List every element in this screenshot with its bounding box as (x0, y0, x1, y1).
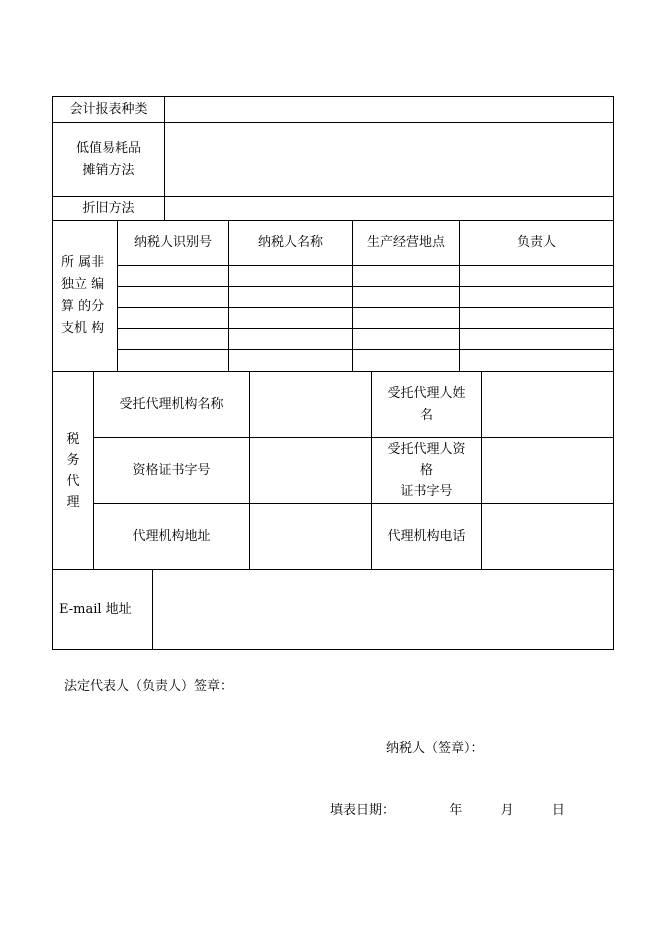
branches-label-line: 算 的分 (61, 299, 105, 314)
branch-cell[interactable] (229, 350, 353, 372)
branch-cell[interactable] (353, 350, 460, 372)
branch-cell[interactable] (460, 308, 614, 329)
branches-group-label (53, 221, 118, 372)
agency-name-label: 受托代理机构名称 (94, 372, 250, 438)
agency-address-field[interactable] (250, 504, 372, 570)
branch-cell[interactable] (353, 329, 460, 350)
month-label: 月 (500, 803, 514, 818)
cert-label: 资格证书字号 (94, 438, 250, 504)
branch-cell[interactable] (229, 287, 353, 308)
branch-cell[interactable] (460, 287, 614, 308)
branch-row (53, 329, 614, 350)
branch-cell[interactable] (353, 266, 460, 287)
accounting-info-table (52, 96, 614, 221)
branch-cell[interactable] (353, 287, 460, 308)
tax-agent-table (52, 371, 614, 570)
branch-row (53, 308, 614, 329)
branches-label-line: 所 属非 (61, 255, 105, 270)
agent-name-label-line: 名 (419, 407, 433, 423)
report-type-label: 会计报表种类 (53, 97, 165, 123)
header-person-in-charge: 负责人 (460, 221, 614, 266)
email-field[interactable] (153, 570, 614, 650)
fill-date-row (330, 799, 565, 818)
cert-field[interactable] (250, 438, 372, 504)
branch-cell[interactable] (229, 266, 353, 287)
branch-cell[interactable] (229, 308, 353, 329)
agent-name-label (372, 372, 482, 438)
fill-date-label: 填表日期： (330, 803, 396, 818)
day-label: 日 (551, 803, 565, 818)
branches-label-line: 支机 构 (61, 321, 105, 336)
agent-cert-label-line: 受托代理人资 (387, 442, 466, 457)
agent-cert-label-line: 证书字号 (400, 484, 453, 499)
branches-table (52, 220, 614, 372)
low-value-field[interactable] (165, 123, 614, 197)
tax-agent-group-label (53, 372, 94, 570)
email-table (52, 569, 614, 650)
agency-name-field[interactable] (250, 372, 372, 438)
branch-cell[interactable] (118, 350, 229, 372)
agent-cert-field[interactable] (482, 438, 614, 504)
branch-cell[interactable] (460, 266, 614, 287)
agent-cert-label (372, 438, 482, 504)
registration-form (52, 96, 614, 650)
depreciation-field[interactable] (165, 197, 614, 221)
branch-cell[interactable] (118, 287, 229, 308)
low-value-label-line2: 摊销方法 (82, 162, 135, 178)
tax-agent-label-line: 务 (66, 452, 80, 468)
taxpayer-signature: 纳税人（签章）： (386, 741, 484, 756)
agency-phone-label: 代理机构电话 (372, 504, 482, 570)
branch-cell[interactable] (118, 308, 229, 329)
agency-address-label: 代理机构地址 (94, 504, 250, 570)
branches-label-line: 独立 编 (61, 277, 105, 292)
branch-row (53, 350, 614, 372)
branch-cell[interactable] (353, 308, 460, 329)
tax-agent-label-line: 税 (66, 431, 80, 447)
branch-cell[interactable] (118, 329, 229, 350)
tax-agent-label-line: 理 (66, 494, 80, 510)
branch-row (53, 287, 614, 308)
branch-cell[interactable] (460, 329, 614, 350)
legal-rep-signature: 法定代表人（负责人）签章： (64, 679, 234, 694)
tax-agent-label-line: 代 (66, 473, 80, 489)
email-label: E-mail 地址 (53, 570, 153, 650)
agency-phone-field[interactable] (482, 504, 614, 570)
branch-cell[interactable] (229, 329, 353, 350)
report-type-field[interactable] (165, 97, 614, 123)
agent-name-label-line: 受托代理人姓 (387, 385, 466, 401)
header-business-location: 生产经营地点 (353, 221, 460, 266)
branch-row (53, 266, 614, 287)
branch-cell[interactable] (118, 266, 229, 287)
header-taxpayer-id: 纳税人识别号 (118, 221, 229, 266)
low-value-label-line1: 低值易耗品 (75, 140, 141, 156)
agent-cert-label-line: 格 (419, 463, 433, 478)
branch-cell[interactable] (460, 350, 614, 372)
agent-name-field[interactable] (482, 372, 614, 438)
header-taxpayer-name: 纳税人名称 (229, 221, 353, 266)
year-label: 年 (449, 803, 463, 818)
low-value-label (53, 123, 165, 197)
depreciation-label: 折旧方法 (53, 197, 165, 221)
